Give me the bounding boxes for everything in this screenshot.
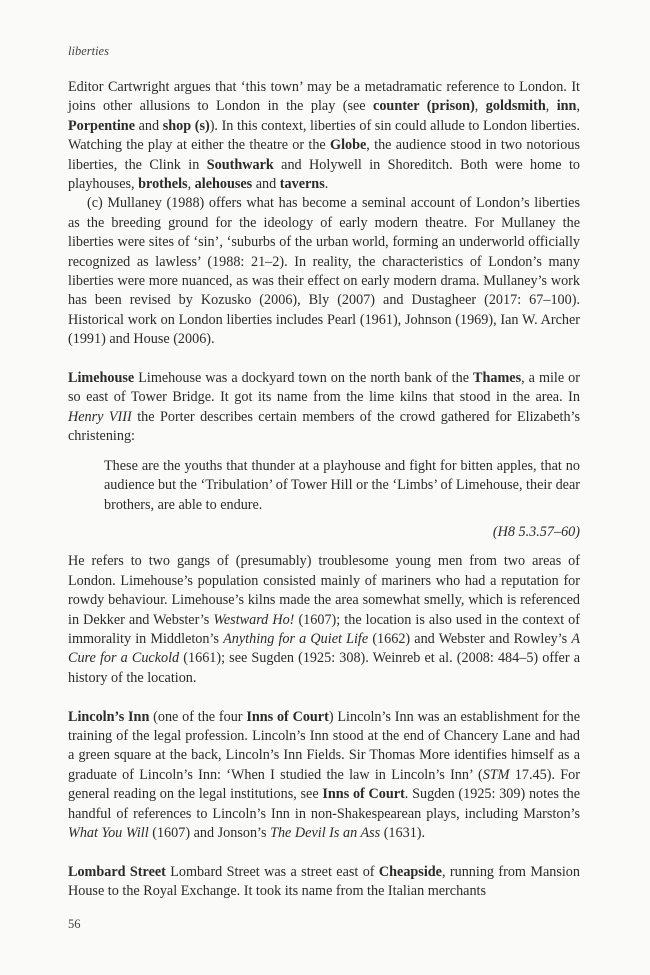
cross-reference: Inns of Court bbox=[246, 708, 329, 725]
play-title: Henry VIII bbox=[68, 408, 132, 425]
play-title: STM bbox=[482, 766, 510, 783]
running-head: liberties bbox=[68, 44, 109, 58]
cross-reference: counter (prison) bbox=[373, 98, 475, 115]
entry-limehouse: Limehouse Limehouse was a dockyard town on the north bank of the Thames, a mile or so east of Tower Bridge. It got its name from the lime kilns that stood in the area. In Henry VIII the Porter describes certain members of the crowd gathered for Elizabeth’s christening: bbox=[68, 370, 581, 445]
play-title: Westward Ho! bbox=[213, 611, 295, 628]
cross-reference: goldsmith bbox=[485, 98, 546, 115]
play-title: What You Will bbox=[68, 825, 149, 841]
cross-reference: shop (s) bbox=[162, 117, 210, 134]
paragraph-limehouse-continued: He refers to two gangs of (presumably) troublesome young men from two areas of London. Limehouse’s population consisted mainly of mariners who had a reputation for rowdy behaviour. Limehouse’s kilns made the area somewhat smelly, which is referenced in Dekker and Webster’s Westward Ho! (1607); the location is also used in the context of immorality in Middleton’s Anything for a Quiet Life (1662) and Webster and Rowley’s A Cure for a Cuckold (1661); see Sugden (1925: 308). Weinreb et al. (2008: 484–5) offer a history of the location. bbox=[68, 553, 581, 686]
entry-headword: Lombard Street bbox=[68, 863, 166, 880]
play-title: A Cure for a Cuckold bbox=[68, 630, 580, 667]
entry-headword: Lincoln’s Inn bbox=[68, 708, 150, 725]
cross-reference: Globe bbox=[330, 137, 367, 154]
cross-reference: Thames bbox=[473, 370, 522, 387]
cross-reference: brothels bbox=[138, 176, 188, 193]
cross-reference: alehouses bbox=[194, 176, 253, 193]
paragraph-cartwright: Editor Cartwright argues that ‘this town’ may be a metadramatic reference to London. It joins other allusions to London in the play (see counter (prison), goldsmith, inn, Porpentine and shop (s)). In this context, liberties of sin could allude to London liberties. Watching the play at either the theatre or the Globe, the audience stood in two notorious liberties, the Clink in Southwark and Holywell in Shoreditch. Both were home to playhouses, brothels, alehouses and taverns. bbox=[68, 79, 581, 193]
cross-reference: taverns bbox=[279, 176, 325, 193]
body-text bbox=[68, 78, 580, 902]
cross-reference: Cheapside bbox=[378, 863, 442, 880]
cross-reference: Porpentine bbox=[68, 117, 135, 134]
page-number: 56 bbox=[68, 917, 81, 931]
cross-reference: inn bbox=[556, 98, 577, 115]
block-quote: These are the youths that thunder at a playhouse and fight for bitten apples, that no audience but the ‘Tribulation’ of Tower Hill or the ‘Limbs’ of Limehouse, their dear brothers, are able to endure. bbox=[104, 457, 580, 513]
entry-headword: Limehouse bbox=[68, 370, 135, 387]
quote-citation: (H8 5.3.57–60) bbox=[492, 523, 580, 540]
paragraph-mullaney: (c) Mullaney (1988) offers what has become a seminal account of London’s liberties as the breeding ground for the ideology of early modern theatre. For Mullaney the liberties were sites of ‘sin’, ‘suburbs of the urban world, forming an underworld officially recognized as lawless’ (1988: 21–2). In reality, the characteristics of London’s many liberties were more nuanced, as was their effect on early modern drama. Mullaney’s work has been revised by Kozusko (2006), Bly (2007) and Dustagheer (2017: 67–100). Historical work on London liberties includes Pearl (1961), Johnson (1969), Ian W. Archer (1991) and House (2006). bbox=[68, 195, 580, 348]
play-title: The Devil Is an Ass bbox=[270, 825, 381, 841]
play-title: Anything for a Quiet Life bbox=[223, 630, 369, 647]
cross-reference: Inns of Court bbox=[322, 786, 405, 803]
entry-lincolns-inn: Lincoln’s Inn (one of the four Inns of Court) Lincoln’s Inn was an establishment for the training of the legal profession. Lincoln’s Inn stood at the end of Chancery Lane and had a green square at the back, Lincoln’s Inn Fields. Sir Thomas More identifies himself as a graduate of Lincoln’s Inn: ‘When I studied the law in Lincoln’s Inn’ (STM 17.45). For general reading on the legal institutions, see Inns of Court. Sugden (1925: 309) notes the handful of references to Lincoln’s Inn in non-Shakespearean plays, including Marston’s What You Will (1607) and Jonson’s The Devil Is an Ass (1631). bbox=[68, 708, 581, 841]
cross-reference: Southwark bbox=[206, 156, 274, 173]
entry-lombard-street: Lombard Street Lombard Street was a street east of Cheapside, running from Mansion House to the Royal Exchange. It took its name from the Italian merchants bbox=[68, 863, 580, 900]
